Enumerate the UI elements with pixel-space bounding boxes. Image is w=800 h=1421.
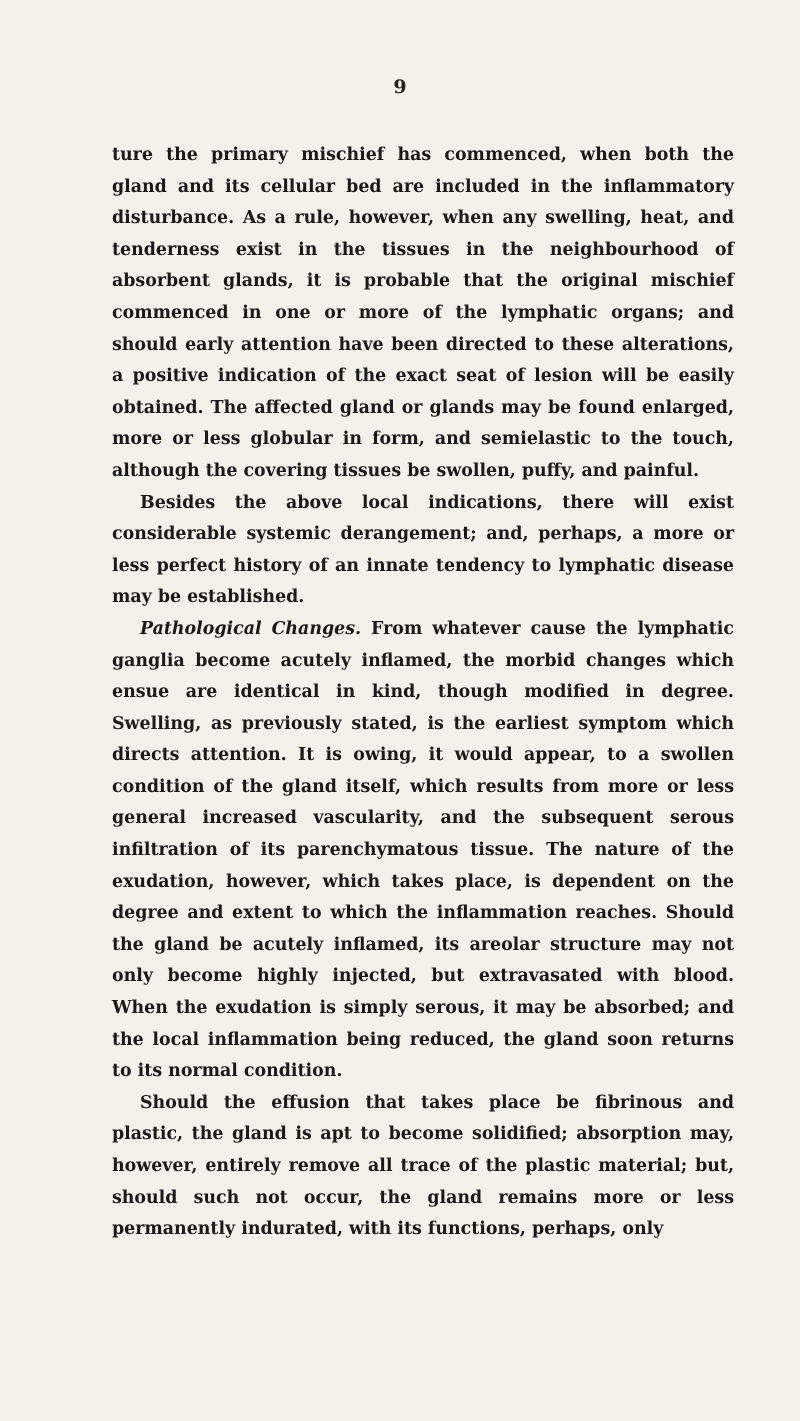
paragraph-pathological-changes	[112, 614, 734, 1088]
section-heading-pathological-changes: Pathological Changes.	[140, 618, 362, 639]
paragraph-effusion: Should the effusion that takes place be fibrinous and plastic, the gland is apt to become solidified; absorption may, however, entirely remove all trace of the plastic material; but, should such not occur, the gland remains more or less permanently indurated, with its functions, perhaps, only	[112, 1092, 734, 1240]
paragraph-pathological-body: From whatever cause the lymphatic ganglia become acutely inflamed, the morbid changes which ensue are identical in kind, though modified in degree. Swelling, as previously stated, is the earliest symptom which directs attention. It is owing, it would appear, to a swollen condition of the gland itself, which results from more or less general increased vascularity, and the subsequent serous infiltration of its parenchymatous tissue. The nature of the exudation, however, which takes place, is dependent on the degree and extent to which the inflammation reaches. Should the gland be acutely inflamed, its areolar structure may not only become highly injected, but extravasated with blood. When the exudation is simply serous, it may be absorbed; and the local inflammation being reduced, the gland soon returns to its normal condition.	[112, 618, 734, 1082]
body-text	[112, 140, 734, 1246]
paragraph-continuation: ture the primary mischief has commenced, when both the gland and its cellular bed are included in the inflammatory disturbance. As a rule, however, when any swelling, heat, and tenderness exist in the tissues in the neighbourhood of absorbent glands, it is probable that the original mischief commenced in one or more of the lymphatic organs; and should early attention have been directed to these alterations, a positive indication of the exact seat of lesion will be easily obtained. The affected gland or glands may be found enlarged, more or less globular in form, and semielastic to the touch, although the covering tissues be swollen, puffy, and painful.	[112, 145, 734, 481]
paragraph-systemic: Besides the above local indications, there will exist considerable systemic derangement; and, perhaps, a more or less perfect history of an innate tendency to lymphatic disease may be established.	[112, 492, 734, 608]
page-number: 9	[393, 76, 407, 98]
